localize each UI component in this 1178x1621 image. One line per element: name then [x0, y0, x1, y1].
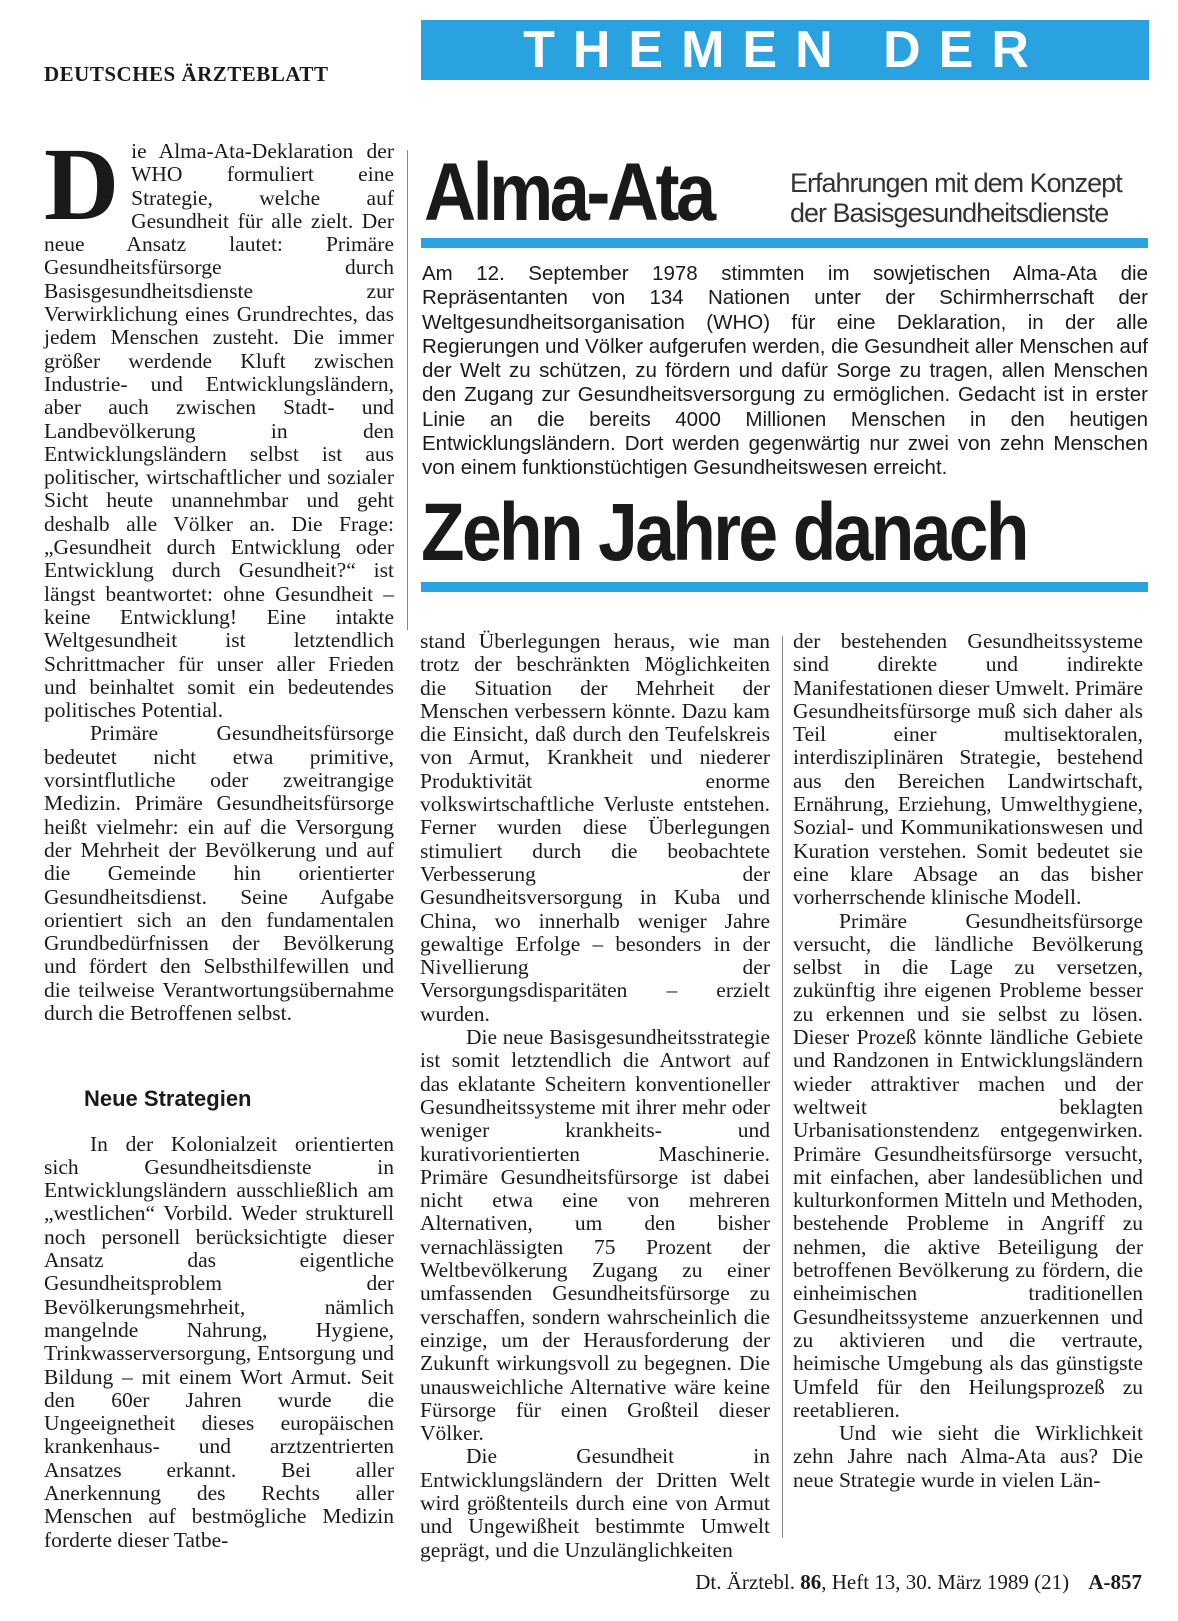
subtitle-line: Erfahrungen mit dem Konzept: [790, 168, 1122, 198]
paragraph: der bestehenden Gesundheitssysteme sind direkte und indirekte Manifestationen dieser Umwelt. Primäre Gesundheitsfürsorge muß sich daher als Teil einer multisektoralen, interdisziplinären Strategie, bestehend aus den Bereichen Landwirtschaft, Ernährung, Erziehung, Umwelthygiene, Sozial- und Kommunikationswesen und Kuration verstehen. Somit bedeutet sie eine klare Absage an das bisher vorherrschende klinische Modell.: [793, 629, 1143, 910]
article-title: Alma-Ata: [424, 147, 713, 238]
paragraph: stand Überlegungen heraus, wie man trotz der beschränkten Möglichkeiten die Situation der Mehrheit der Menschen verbessern könnte. Dazu kam die Einsicht, daß durch den Teufelskreis von Armut, Krankheit und niederer Produktivität enorme volkswirtschaftliche Verluste entstehen. Ferner wurden diese Überlegungen stimuliert durch die beobachtete Verbesserung der Gesundheitsversorgung in Kuba und China, wo innerhalb weniger Jahre gewaltige Erfolge – besonders in der Nivellierung der Versorgungsdisparitäten – erzielt wurden.: [420, 629, 770, 1026]
article-headline: Zehn Jahre danach: [421, 487, 1027, 578]
citation-details: , Heft 13, 30. März 1989 (21): [821, 1570, 1070, 1594]
section-heading: Neue Strategien: [84, 1086, 252, 1112]
paragraph: Die Gesundheit in Entwicklungsländern der Dritten Welt wird größtenteils durch eine von Armut und Ungewißheit bestimmte Umwelt geprägt, und die Unzulänglichkeiten: [420, 1444, 770, 1562]
paragraph: Und wie sieht die Wirklichkeit zehn Jahre nach Alma-Ata aus? Die neue Strategie wurde in vielen Län-: [793, 1421, 1143, 1492]
column-2: [420, 630, 770, 1562]
drop-cap: D: [44, 127, 120, 242]
paragraph-text: ie Alma-Ata-Deklaration der WHO formuliert eine Strategie, welche auf Gesundheit für alle zielt. Der neue Ansatz lautet: Primäre Gesundheitsfürsorge durch Basisgesundheitsdienste zur Verwirklichung eines Grundrechtes, das jedem Menschen zusteht. Die immer größer werdende Kluft zwischen Industrie- und Entwicklungsländern, aber auch zwischen Stadt- und Landbevölkerung in den Entwicklungsländern selbst ist aus politischer, wirtschaftlicher und sozialer Sicht heute unannehmbar und geht deshalb alle Völker an. Die Frage: „Gesundheit durch Entwicklung oder Entwicklung durch Gesundheit?“ ist längst beantwortet: ohne Gesundheit – keine Entwicklung! Eine intakte Weltgesundheit ist letztendlich Schrittmacher für unser aller Frieden und beinhaltet somit ein bedeutendes politisches Potential.: [44, 139, 394, 723]
column-3: [793, 630, 1143, 1492]
lead-paragraph: Am 12. September 1978 stimmten im sowjetischen Alma-Ata die Repräsentanten von 134 Nationen unter der Schirmherrschaft der Weltgesundheitsorganisation (WHO) für eine Deklaration, in der alle Regierungen und Völker aufgerufen werden, die Gesundheit aller Menschen auf der Welt zu schützen, zu fördern und dafür Sorge zu tragen, allen Menschen den Zugang zur Gesundheitsversorgung zu ermöglichen. Gedacht ist in erster Linie an die bereits 4000 Millionen Menschen in den heutigen Entwicklungsländern. Dort werden gegenwärtig nur zwei von zehn Menschen von einem funktionstüchtigen Gesundheitswesen erreicht.: [422, 262, 1148, 480]
citation-volume: 86: [800, 1570, 822, 1594]
column-divider: [782, 636, 783, 1538]
paragraph: Primäre Gesundheitsfürsorge versucht, die ländliche Bevölkerung selbst in die Lage zu versetzen, zukünftig ihre eigenen Probleme besser zu erkennen und sie selbst zu lösen. Dieser Prozeß könnte ländliche Gebiete und Randzonen in Entwicklungsländern wieder attraktiver machen und der weltweit beklagten Urbanisationstendenz entgegenwirken. Primäre Gesundheitsfürsorge versucht, mit einfachen, aber landesüblichen und kulturkonformen Mitteln und Methoden, bestehende Probleme in Angriff zu nehmen, die aktive Beteiligung der betroffenen Bevölkerung zu fördern, die einheimischen traditionellen Gesundheitssysteme anzuerkennen und zu aktivieren und die vertraute, heimische Umgebung als das günstigste Umfeld für den Heilungsprozeß zu reetablieren.: [793, 908, 1143, 1422]
column-1: [44, 127, 394, 1552]
paragraph: Primäre Gesundheitsfürsorge bedeutet nicht etwa primitive, vorsintflutliche oder zweitrangige Medizin. Primäre Gesundheitsfürsorge heißt vielmehr: ein auf die Versorgung der Mehrheit der Bevölkerung und auf die Gemeinde hin orientierter Gesundheitsdienst. Seine Aufgabe orientiert sich an den fundamentalen Grundbedürfnissen der Bevölkerung und fördert den Selbsthilfewillen und die teilweise Verantwortungsübernahme durch die Betroffenen selbst.: [44, 721, 394, 1025]
citation-journal: Dt. Ärztebl.: [695, 1570, 795, 1594]
page-footer: [695, 1570, 1142, 1595]
paragraph: [44, 127, 394, 723]
subtitle-line: der Basisgesundheitsdienste: [790, 198, 1109, 228]
paragraph: Die neue Basisgesundheitsstrategie ist somit letztendlich die Antwort auf das eklatante Scheitern konventioneller Gesundheitssysteme mit ihrer mehr oder weniger krankheits- und kurativorientierten Maschinerie. Primäre Gesundheitsfürsorge ist dabei nicht etwa eine von mehreren Alternativen, um den bisher vernachlässigten 75 Prozent der Weltbevölkerung Zugang zu einer umfassenden Gesundheitsfürsorge zu verschaffen, sondern wahrscheinlich die einzige, um der Herausforderung der Zukunft wirkungsvoll zu begegnen. Die unausweichliche Alternative wäre keine Fürsorge für einen Großteil dieser Völker.: [420, 1025, 770, 1446]
article-subtitle: [790, 168, 1122, 228]
headline-rule: [421, 582, 1148, 592]
column-divider: [407, 150, 408, 630]
journal-name: DEUTSCHES ÄRZTEBLATT: [44, 62, 329, 86]
paragraph: In der Kolonialzeit orientierten sich Gesundheitsdienste in Entwicklungsländern ausschließlich am „westlichen“ Vorbild. Weder strukturell noch personell berücksichtigte dieser Ansatz das eigentliche Gesundheitsproblem der Bevölkerungsmehrheit, nämlich mangelnde Nahrung, Hygiene, Trinkwasserversorgung, Entsorgung und Bildung – mit einem Wort Armut. Seit den 60er Jahren wurde die Ungeeignetheit dieses europäischen krankenhaus- und arztzentrierten Ansatzes erkannt. Bei aller Anerkennung des Rechts aller Menschen auf bestmögliche Medizin forderte dieser Tatbe-: [44, 1131, 394, 1552]
page-number: A-857: [1088, 1570, 1142, 1594]
section-banner: THEMEN DER ZEIT: [421, 20, 1149, 80]
title-rule: [421, 238, 1148, 248]
